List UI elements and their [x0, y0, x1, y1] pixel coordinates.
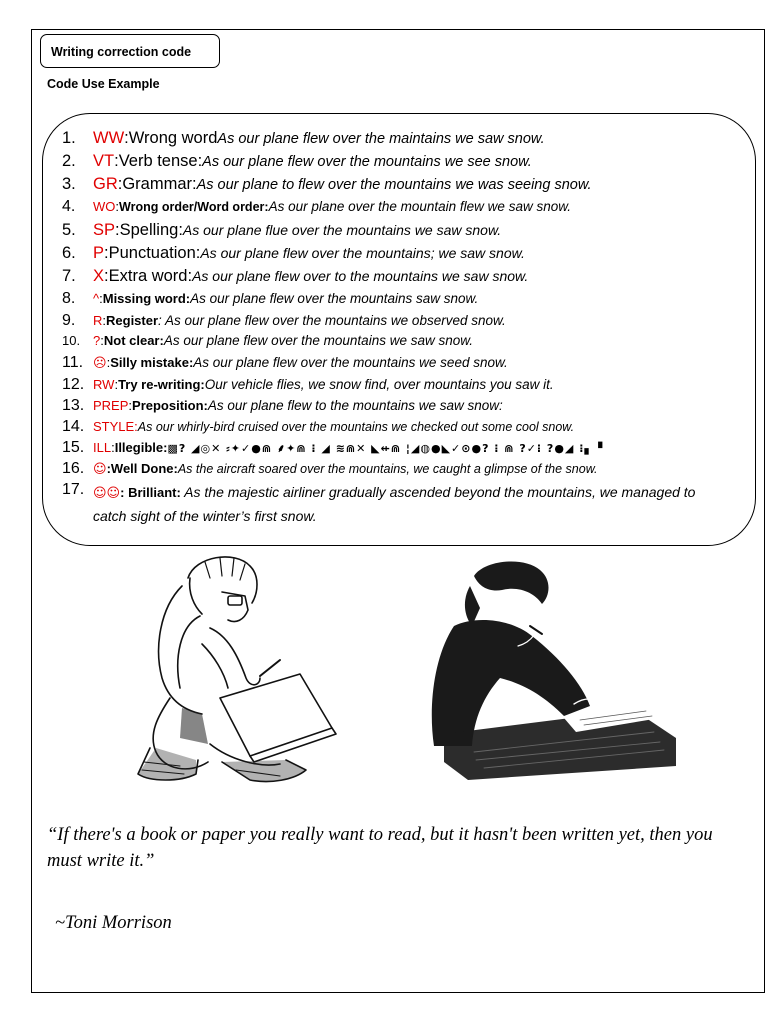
code-separator: :	[100, 333, 104, 348]
code-separator: :	[124, 129, 129, 147]
code-example: As our plane flew over the maintains we saw snow.	[217, 131, 545, 147]
item-number: 8.	[62, 290, 76, 307]
document-subtitle: Code Use Example	[47, 77, 160, 91]
code-example: As the majestic airliner gradually ascended beyond the mountains, we managed to catch sight of the winter’s first snow.	[93, 484, 696, 524]
item-number: 5.	[62, 221, 76, 239]
code-item-p	[62, 244, 752, 267]
item-number: 9.	[62, 312, 76, 329]
code-label: Extra word:	[108, 267, 193, 285]
code-example: Our vehicle flies, we snow find, over mountains you saw it.	[204, 377, 554, 392]
code-symbol: X	[93, 267, 105, 285]
code-example: As our plane flue over the mountains we saw snow.	[182, 222, 502, 238]
code-example: As our plane flew over the mountains we see snow.	[202, 154, 532, 170]
code-separator: :	[102, 313, 107, 328]
code-label: Wrong word	[128, 129, 218, 147]
code-symbol: R	[93, 313, 103, 328]
item-number: 3.	[62, 175, 76, 193]
illegible-example: ▩? ◢◎✕ ⸗✦✓●⋒ ⸙✦⋒ ⁝ ◢ ≋⋒✕ ◣⇷⋒ ¦◢◍●◣✓⊙●? ⁝ ⋒ ?✓⁝ ?●◢ ⁝▖▝	[167, 442, 604, 455]
code-example: As our plane flew over the mountains; we saw snow.	[200, 245, 525, 261]
code-separator: :	[99, 291, 103, 306]
item-number: 2.	[62, 152, 76, 170]
code-symbol: ?	[93, 333, 101, 348]
title-box	[40, 34, 220, 68]
code-symbol: GR	[93, 175, 118, 193]
code-example: As our plane over the mountain flew we saw snow.	[268, 199, 571, 214]
code-label: Not clear:	[103, 333, 164, 348]
code-item-ww	[62, 129, 752, 152]
item-number: 6.	[62, 244, 76, 262]
smiley-icon: ☺	[93, 462, 107, 477]
code-item-ill	[62, 439, 752, 460]
code-list	[62, 129, 752, 528]
quote-author: ~Toni Morrison	[55, 913, 172, 933]
code-separator: :	[115, 199, 120, 214]
item-number: 10.	[62, 333, 81, 348]
item-number: 12.	[62, 376, 85, 393]
code-separator: :	[106, 461, 111, 476]
code-label: Register	[106, 313, 159, 328]
code-label: Brilliant:	[124, 485, 181, 500]
item-number: 1.	[62, 129, 76, 147]
code-separator: :	[128, 398, 133, 413]
double-smiley-icon: ☺☺	[93, 486, 121, 501]
code-example: As our plane flew over to the mountains we saw snow.	[192, 268, 529, 284]
code-symbol: SP	[93, 221, 116, 239]
code-separator: :	[120, 485, 125, 500]
code-item-x	[62, 267, 752, 290]
code-symbol: ^	[93, 291, 100, 306]
code-example: As our plane flew over the mountains saw snow.	[190, 291, 479, 306]
item-number: 17.	[62, 481, 85, 498]
item-number: 16.	[62, 460, 85, 477]
code-label: Punctuation:	[108, 244, 201, 262]
item-number: 14.	[62, 418, 85, 435]
code-separator: :	[104, 244, 109, 262]
item-number: 13.	[62, 397, 85, 414]
code-symbol: WO	[93, 199, 116, 214]
code-example: As our plane flew over the mountains we saw snow.	[163, 333, 473, 348]
code-separator: :	[106, 355, 111, 370]
code-symbol: PREP	[93, 398, 129, 413]
code-symbol: ILL	[93, 440, 112, 455]
code-separator: :	[104, 267, 109, 285]
code-item-well-done	[62, 460, 752, 481]
child-writing-illustration	[110, 548, 360, 788]
code-example: As our whirly-bird cruised over the mountains we checked out some cool snow.	[137, 420, 575, 434]
code-label: Wrong order/Word order:	[119, 200, 269, 214]
item-number: 7.	[62, 267, 76, 285]
code-item-r	[62, 312, 752, 333]
code-item-prep	[62, 397, 752, 418]
code-label: Verb tense:	[118, 152, 203, 170]
item-number: 11.	[62, 354, 84, 371]
brilliant-text	[93, 481, 723, 528]
code-item-not-clear	[62, 333, 752, 354]
code-symbol: RW	[93, 377, 115, 392]
document-title: Writing correction code	[51, 45, 192, 59]
man-writing-illustration	[414, 556, 698, 780]
code-item-vt	[62, 152, 752, 175]
code-separator: :	[115, 221, 120, 239]
code-item-silly-mistake	[62, 354, 752, 376]
code-label: Well Done:	[110, 461, 178, 476]
code-label: Grammar:	[122, 175, 197, 193]
code-example: : As our plane flew over the mountains we observed snow.	[158, 313, 506, 328]
code-separator: :	[114, 152, 119, 170]
code-separator: :	[111, 440, 115, 455]
code-symbol: WW	[93, 129, 125, 147]
code-item-rw	[62, 376, 752, 397]
item-number: 15.	[62, 439, 85, 456]
code-label: Try re-writing:	[118, 377, 205, 392]
code-label: Preposition:	[132, 398, 208, 413]
code-example: As our plane flew over the mountains we seed snow.	[193, 355, 508, 370]
code-example: As the aircraft soared over the mountains, we caught a glimpse of the snow.	[177, 462, 598, 476]
code-label: Silly mistake:	[110, 355, 194, 370]
code-separator: :	[117, 175, 123, 193]
item-number: 4.	[62, 198, 76, 215]
code-item-wo	[62, 198, 752, 221]
code-symbol: P	[93, 244, 105, 262]
code-item-gr	[62, 175, 752, 198]
code-label: Missing word:	[102, 291, 191, 306]
code-item-sp	[62, 221, 752, 244]
quote-text: “If there's a book or paper you really want to read, but it hasn't been written yet, then you must write it.”	[47, 825, 713, 871]
code-symbol: VT	[93, 152, 115, 170]
sad-face-icon: ☹	[93, 356, 107, 371]
code-example: As our plane to flew over the mountains we was seeing snow.	[196, 177, 592, 193]
code-item-missing-word	[62, 290, 752, 312]
code-symbol: STYLE:	[93, 419, 138, 434]
code-item-brilliant	[62, 481, 752, 528]
code-item-style	[62, 418, 752, 439]
code-example: As our plane flew to the mountains we saw snow:	[207, 398, 503, 413]
code-label: Spelling:	[119, 221, 183, 239]
code-separator: :	[114, 377, 119, 392]
code-label: Illegible:	[114, 440, 168, 455]
